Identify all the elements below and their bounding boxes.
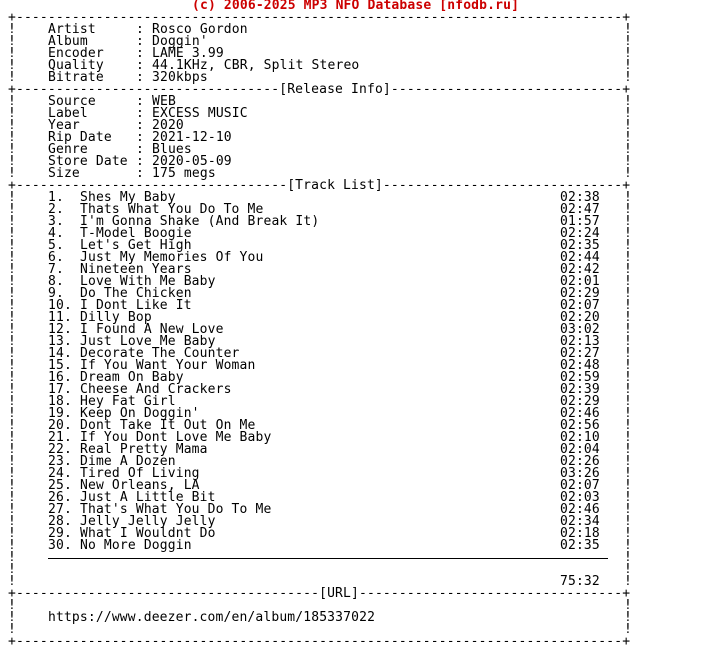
track-number: 3. — [48, 214, 64, 229]
left-border: ! — [8, 118, 16, 133]
track-number: 23. — [48, 454, 72, 469]
right-border: ! — [624, 190, 632, 205]
info-separator: : — [136, 34, 144, 49]
release-key: Store Date — [48, 154, 128, 169]
track-number: 22. — [48, 442, 72, 457]
release-separator: : — [136, 154, 144, 169]
track-title: What I Wouldnt Do — [80, 526, 216, 541]
track-duration: 02:38 — [560, 190, 600, 205]
track-number: 21. — [48, 430, 72, 445]
track-duration: 02:24 — [560, 226, 600, 241]
track-title: If You Want Your Woman — [80, 358, 256, 373]
left-border: ! — [8, 598, 16, 613]
left-border: ! — [8, 574, 16, 589]
left-border: ! — [8, 346, 16, 361]
track-duration: 02:59 — [560, 370, 600, 385]
right-border: ! — [624, 34, 632, 49]
left-border: ! — [8, 250, 16, 265]
right-border: ! — [624, 562, 632, 577]
left-border: ! — [8, 106, 16, 121]
right-border: ! — [624, 202, 632, 217]
right-border: ! — [624, 334, 632, 349]
right-border: ! — [624, 154, 632, 169]
left-border: ! — [8, 322, 16, 337]
right-border: ! — [624, 214, 632, 229]
track-title: Love With Me Baby — [80, 274, 216, 289]
right-border: ! — [624, 610, 632, 625]
track-duration: 02:47 — [560, 202, 600, 217]
track-number: 7. — [48, 262, 64, 277]
left-border: ! — [8, 358, 16, 373]
track-title: Dont Take It Out On Me — [80, 418, 256, 433]
info-key: Album — [48, 34, 88, 49]
track-duration: 02:01 — [560, 274, 600, 289]
track-number: 10. — [48, 298, 72, 313]
track-title: Thats What You Do To Me — [80, 202, 264, 217]
track-title: Keep On Doggin' — [80, 406, 200, 421]
right-border: ! — [624, 538, 632, 553]
track-title: Shes My Baby — [80, 190, 176, 205]
copyright-text: (c) 2006-2025 MP3 NFO Database [nfodb.ru] — [192, 0, 520, 13]
track-number: 13. — [48, 334, 72, 349]
track-duration: 02:46 — [560, 406, 600, 421]
right-border: ! — [624, 130, 632, 145]
right-border: ! — [624, 166, 632, 181]
track-title: Dilly Bop — [80, 310, 152, 325]
info-value: Rosco Gordon — [152, 22, 248, 37]
track-number: 14. — [48, 346, 72, 361]
right-border: ! — [624, 346, 632, 361]
right-border: ! — [624, 22, 632, 37]
left-border: ! — [8, 274, 16, 289]
track-duration: 02:46 — [560, 502, 600, 517]
track-number: 24. — [48, 466, 72, 481]
left-border: ! — [8, 490, 16, 505]
info-value: 320kbps — [152, 70, 208, 85]
left-border: ! — [8, 286, 16, 301]
track-title: Nineteen Years — [80, 262, 192, 277]
info-separator: : — [136, 58, 144, 73]
release-separator: : — [136, 94, 144, 109]
divider-line: +--------------------------------------[URL]---------------------------------+ — [8, 586, 631, 601]
track-duration: 02:26 — [560, 454, 600, 469]
right-border: ! — [624, 526, 632, 541]
divider-line: +----------------------------------[Track List]------------------------------+ — [8, 178, 631, 193]
release-value: WEB — [152, 94, 176, 109]
left-border: ! — [8, 394, 16, 409]
track-duration: 02:27 — [560, 346, 600, 361]
track-title: Do The Chicken — [80, 286, 192, 301]
info-value: LAME 3.99 — [152, 46, 224, 61]
track-title: Decorate The Counter — [80, 346, 240, 361]
section-title: [Track List] — [287, 178, 383, 193]
right-border: ! — [624, 70, 632, 85]
release-separator: : — [136, 130, 144, 145]
info-value: 44.1KHz, CBR, Split Stereo — [152, 58, 360, 73]
track-title: Just Love Me Baby — [80, 334, 216, 349]
track-number: 15. — [48, 358, 72, 373]
right-border: ! — [624, 322, 632, 337]
track-title: Dime A Dozen — [80, 454, 176, 469]
right-border: ! — [624, 58, 632, 73]
left-border: ! — [8, 334, 16, 349]
album-url: https://www.deezer.com/en/album/185337022 — [48, 610, 376, 625]
track-duration: 02:44 — [560, 250, 600, 265]
left-border: ! — [8, 310, 16, 325]
left-border: ! — [8, 370, 16, 385]
left-border: ! — [8, 226, 16, 241]
release-key: Size — [48, 166, 80, 181]
left-border: ! — [8, 142, 16, 157]
track-number: 12. — [48, 322, 72, 337]
left-border: ! — [8, 478, 16, 493]
track-number: 16. — [48, 370, 72, 385]
left-border: ! — [8, 262, 16, 277]
track-number: 5. — [48, 238, 64, 253]
track-title: New Orleans, LA — [80, 478, 200, 493]
release-separator: : — [136, 106, 144, 121]
track-duration: 02:07 — [560, 478, 600, 493]
right-border: ! — [624, 250, 632, 265]
track-title: I Found A New Love — [80, 322, 224, 337]
track-number: 25. — [48, 478, 72, 493]
left-border: ! — [8, 538, 16, 553]
left-border: ! — [8, 418, 16, 433]
track-number: 20. — [48, 418, 72, 433]
track-title: Hey Fat Girl — [80, 394, 176, 409]
track-number: 17. — [48, 382, 72, 397]
left-border: ! — [8, 550, 16, 565]
info-separator: : — [136, 22, 144, 37]
right-border: ! — [624, 142, 632, 157]
left-border: ! — [8, 190, 16, 205]
right-border: ! — [624, 466, 632, 481]
release-value: EXCESS MUSIC — [152, 106, 248, 121]
track-duration: 02:56 — [560, 418, 600, 433]
right-border: ! — [624, 118, 632, 133]
track-title: I'm Gonna Shake (And Break It) — [80, 214, 320, 229]
left-border: ! — [8, 202, 16, 217]
right-border: ! — [624, 394, 632, 409]
divider-line: +---------------------------------[Release Info]-----------------------------+ — [8, 82, 631, 97]
right-border: ! — [624, 514, 632, 529]
track-number: 1. — [48, 190, 64, 205]
release-key: Source — [48, 94, 96, 109]
info-key: Bitrate — [48, 70, 104, 85]
track-title: Let's Get High — [80, 238, 192, 253]
right-border: ! — [624, 622, 632, 637]
release-separator: : — [136, 118, 144, 133]
track-duration: 02:10 — [560, 430, 600, 445]
left-border: ! — [8, 46, 16, 61]
right-border: ! — [624, 550, 632, 565]
divider-line: +----------------------------------------------------------------------------+ — [8, 10, 631, 25]
track-number: 26. — [48, 490, 72, 505]
track-number: 18. — [48, 394, 72, 409]
left-border: ! — [8, 70, 16, 85]
left-border: ! — [8, 526, 16, 541]
track-duration: 02:48 — [560, 358, 600, 373]
right-border: ! — [624, 454, 632, 469]
right-border: ! — [624, 106, 632, 121]
track-title: I Dont Like It — [80, 298, 192, 313]
track-duration: 02:29 — [560, 394, 600, 409]
info-value: Doggin' — [152, 34, 208, 49]
track-duration: 02:04 — [560, 442, 600, 457]
right-border: ! — [624, 262, 632, 277]
total-rule — [48, 558, 608, 559]
left-border: ! — [8, 502, 16, 517]
track-title: Tired Of Living — [80, 466, 200, 481]
left-border: ! — [8, 610, 16, 625]
track-title: Just My Memories Of You — [80, 250, 264, 265]
right-border: ! — [624, 478, 632, 493]
track-duration: 02:39 — [560, 382, 600, 397]
left-border: ! — [8, 406, 16, 421]
track-number: 27. — [48, 502, 72, 517]
track-duration: 01:57 — [560, 214, 600, 229]
right-border: ! — [624, 418, 632, 433]
track-duration: 02:03 — [560, 490, 600, 505]
right-border: ! — [624, 442, 632, 457]
left-border: ! — [8, 442, 16, 457]
right-border: ! — [624, 226, 632, 241]
track-duration: 02:34 — [560, 514, 600, 529]
track-duration: 03:02 — [560, 322, 600, 337]
release-value: Blues — [152, 142, 192, 157]
track-number: 9. — [48, 286, 64, 301]
track-number: 29. — [48, 526, 72, 541]
track-number: 30. — [48, 538, 72, 553]
track-duration: 02:42 — [560, 262, 600, 277]
release-value: 175 megs — [152, 166, 216, 181]
track-number: 2. — [48, 202, 64, 217]
right-border: ! — [624, 406, 632, 421]
track-title: Cheese And Crackers — [80, 382, 232, 397]
right-border: ! — [624, 430, 632, 445]
right-border: ! — [624, 370, 632, 385]
track-title: Real Pretty Mama — [80, 442, 208, 457]
track-title: Just A Little Bit — [80, 490, 216, 505]
right-border: ! — [624, 574, 632, 589]
info-key: Artist — [48, 22, 96, 37]
track-duration: 02:20 — [560, 310, 600, 325]
left-border: ! — [8, 22, 16, 37]
release-key: Genre — [48, 142, 88, 157]
divider-line: +----------------------------------------------------------------------------+ — [8, 634, 631, 649]
release-key: Rip Date — [48, 130, 112, 145]
track-title: No More Doggin — [80, 538, 192, 553]
right-border: ! — [624, 490, 632, 505]
right-border: ! — [624, 502, 632, 517]
info-separator: : — [136, 70, 144, 85]
track-duration: 02:18 — [560, 526, 600, 541]
left-border: ! — [8, 430, 16, 445]
left-border: ! — [8, 34, 16, 49]
info-separator: : — [136, 46, 144, 61]
track-title: That's What You Do To Me — [80, 502, 272, 517]
total-duration: 75:32 — [560, 574, 600, 589]
info-key: Encoder — [48, 46, 104, 61]
left-border: ! — [8, 562, 16, 577]
left-border: ! — [8, 466, 16, 481]
right-border: ! — [624, 94, 632, 109]
release-separator: : — [136, 166, 144, 181]
release-separator: : — [136, 142, 144, 157]
right-border: ! — [624, 46, 632, 61]
left-border: ! — [8, 130, 16, 145]
left-border: ! — [8, 298, 16, 313]
track-title: T-Model Boogie — [80, 226, 192, 241]
left-border: ! — [8, 166, 16, 181]
section-title: [Release Info] — [279, 82, 391, 97]
track-number: 4. — [48, 226, 64, 241]
left-border: ! — [8, 382, 16, 397]
track-number: 19. — [48, 406, 72, 421]
left-border: ! — [8, 58, 16, 73]
track-duration: 02:13 — [560, 334, 600, 349]
track-title: If You Dont Love Me Baby — [80, 430, 272, 445]
track-title: Dream On Baby — [80, 370, 184, 385]
left-border: ! — [8, 238, 16, 253]
track-title: Jelly Jelly Jelly — [80, 514, 216, 529]
track-duration: 02:35 — [560, 538, 600, 553]
left-border: ! — [8, 454, 16, 469]
left-border: ! — [8, 214, 16, 229]
track-duration: 02:35 — [560, 238, 600, 253]
track-number: 8. — [48, 274, 64, 289]
track-number: 11. — [48, 310, 72, 325]
track-number: 28. — [48, 514, 72, 529]
release-key: Year — [48, 118, 80, 133]
right-border: ! — [624, 298, 632, 313]
left-border: ! — [8, 514, 16, 529]
track-number: 6. — [48, 250, 64, 265]
release-value: 2020-05-09 — [152, 154, 232, 169]
right-border: ! — [624, 310, 632, 325]
info-key: Quality — [48, 58, 104, 73]
section-title: [URL] — [319, 586, 359, 601]
release-value: 2021-12-10 — [152, 130, 232, 145]
track-duration: 03:26 — [560, 466, 600, 481]
right-border: ! — [624, 382, 632, 397]
release-key: Label — [48, 106, 88, 121]
right-border: ! — [624, 238, 632, 253]
track-duration: 02:29 — [560, 286, 600, 301]
release-value: 2020 — [152, 118, 184, 133]
right-border: ! — [624, 286, 632, 301]
right-border: ! — [624, 598, 632, 613]
right-border: ! — [624, 274, 632, 289]
left-border: ! — [8, 94, 16, 109]
track-duration: 02:07 — [560, 298, 600, 313]
left-border: ! — [8, 154, 16, 169]
left-border: ! — [8, 622, 16, 637]
right-border: ! — [624, 358, 632, 373]
